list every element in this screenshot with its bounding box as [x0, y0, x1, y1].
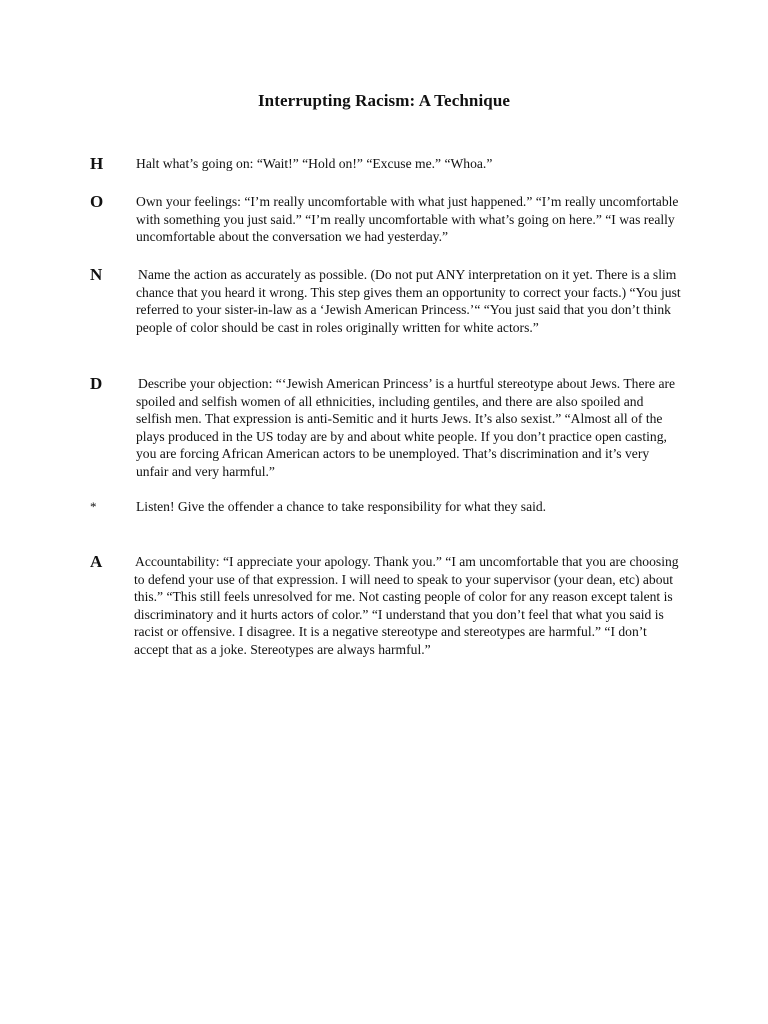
acronym-letter-n: N — [90, 265, 103, 284]
acronym-letter-star: * — [90, 499, 97, 514]
entry-text-listen: Listen! Give the offender a chance to take responsibility for what they said. — [136, 499, 547, 514]
acronym-letter-a: A — [90, 552, 103, 571]
entry-text-describe: Describe your objection: “‘Jewish American Princess’ is a hurtful stereotype about Jews. There are spoiled and selfish women of all ethnicities, including gentiles, and there are also spoiled and selfish men. That expression is anti-Semitic and it hurts Jews. It’s also sexist.” “Almost all of the plays produced in the US today are by and about white people. If you don’t practice open casting, you are forcing African American actors to be unemployed. That’s discrimination and it’s very unfair and very harmful.” — [136, 376, 676, 479]
acronym-letter-h: H — [90, 154, 104, 173]
acronym-letter-d: D — [90, 374, 103, 393]
entry-text-name: Name the action as accurately as possible. (Do not put ANY interpretation on it yet. There is a slim chance that you heard it wrong. This step gives them an opportunity to correct your facts.) “You just referred to your sister-in-law as a ‘Jewish American Princess.’“ “You just said that you don’t think people of color should be cast in roles originally written for white actors.” — [136, 267, 681, 335]
acronym-letter-o: O — [90, 192, 104, 211]
entry-text-halt: Halt what’s going on: “Wait!” “Hold on!” “Excuse me.” “Whoa.” — [136, 156, 493, 171]
entry-text-own: Own your feelings: “I’m really uncomfortable with what just happened.” “I’m really uncomfortable with something you just said.” “I’m really uncomfortable with what’s going on here.” “I was really uncomfortable about the conversation we had yesterday.” — [136, 194, 679, 244]
page-title: Interrupting Racism: A Technique — [257, 91, 511, 110]
entry-text-accountability: Accountability: “I appreciate your apology. Thank you.” “I am uncomfortable that you are choosing to defend your use of that expression. I will need to speak to your supervisor (your dean, etc) about this.” “This still feels unresolved for me. Not casting people of color for any reason except talent is discriminatory and it hurts actors of color.” “I understand that you don’t feel that what you said is racist or offensive. I disagree. It is a negative stereotype and stereotypes are harmful.” “I don’t accept that as a joke. Stereotypes are always harmful.” — [134, 554, 679, 657]
